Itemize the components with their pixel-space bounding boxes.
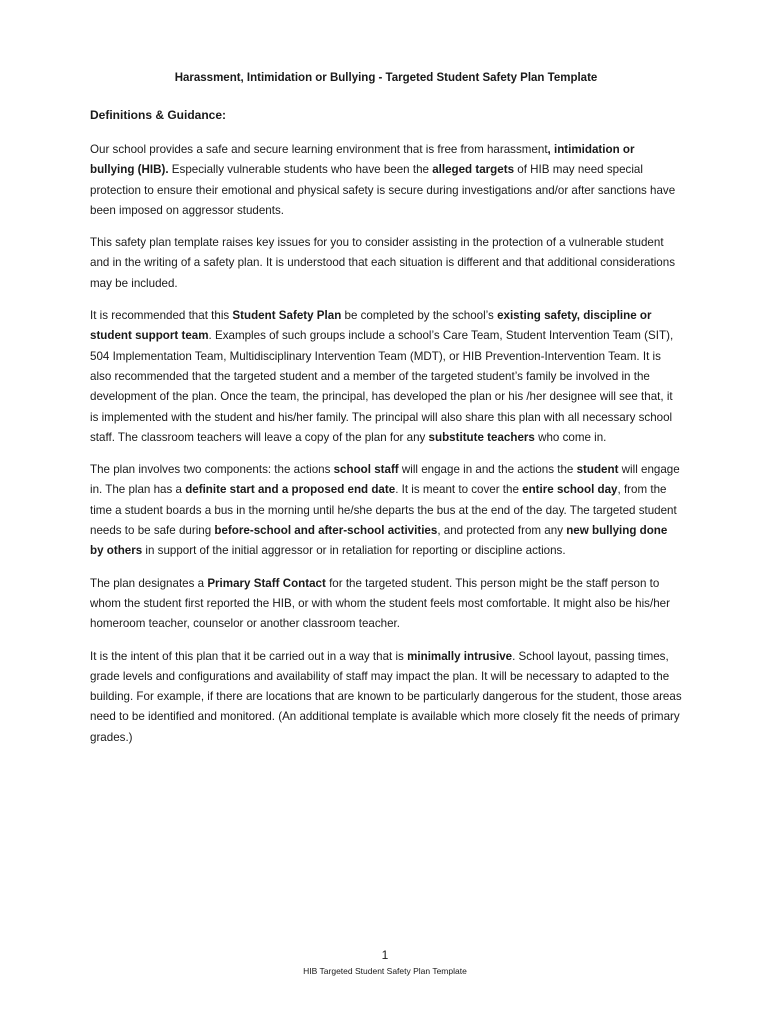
text-run: who come in. (534, 430, 607, 444)
text-run: Especially vulnerable students who have been the (168, 163, 433, 177)
text-run: of HIB may need special protection to ensure their emotional and physical safety is secure during investigations and/or after sanctions have been imposed on aggressor students. (90, 163, 676, 217)
text-run: in support of the initial aggressor or in retaliation for reporting or discipline actions. (142, 544, 566, 558)
text-run: . It is meant to cover the (395, 483, 523, 497)
bold-text: Primary Staff Contact (207, 576, 326, 590)
text-run: be completed by the school’s (341, 309, 498, 323)
bold-text: minimally intrusive (407, 649, 513, 663)
bold-text: school staff (333, 463, 399, 477)
bold-text: student (576, 463, 619, 477)
bold-text: , intimidation or bullying (HIB). (90, 143, 635, 177)
text-run: Our school provides a safe and secure learning environment that is free from harassment (90, 143, 548, 156)
text-run: The plan involves two components: the actions (90, 463, 334, 477)
text-run: . School layout, passing times, grade levels and configurations and availability of staff may impact the plan. It will be necessary to adapted to the building. For example, if there are locations that are known to be particularly dangerous for the student, those areas need to be identified and monitored. (An additional template is available which more closely fit the needs of primary grades.) (90, 649, 682, 744)
bold-text: entire school day (522, 483, 618, 497)
text-run: , and protected from any (437, 524, 567, 538)
bold-text: existing safety, discipline or student support team (90, 309, 652, 343)
document-title: Harassment, Intimidation or Bullying - Targeted Student Safety Plan Template (174, 72, 598, 84)
text-run: will engage in. The plan has a (90, 463, 680, 497)
text-run: This safety plan template raises key issues for you to consider assisting in the protection of a vulnerable student and in the writing of a safety plan. It is understood that each situation is different and that additional considerations may be included. (90, 236, 675, 290)
text-run: It is recommended that this (90, 309, 233, 323)
paragraph (90, 233, 682, 294)
text-run: will engage in and the actions the (398, 463, 577, 477)
page-number: 1 (381, 948, 389, 962)
bold-text: alleged targets (432, 163, 515, 177)
paragraph (90, 460, 682, 561)
footer-text: HIB Targeted Student Safety Plan Template (303, 966, 467, 976)
paragraph (90, 140, 682, 221)
bold-text: definite start and a proposed end date (185, 483, 396, 497)
text-run: , from the time a student boards a bus in the morning until he/she departs the bus at the end of the day. The targeted student needs to be safe during (90, 483, 677, 538)
text-run: The plan designates a (90, 576, 208, 590)
text-run: It is the intent of this plan that it be carried out in a way that is (90, 649, 408, 663)
bold-text: Student Safety Plan (232, 309, 342, 323)
paragraph (90, 574, 682, 635)
paragraph-list (90, 140, 682, 748)
bold-text: new bullying done by others (90, 524, 668, 558)
bold-text: before-school and after-school activities (214, 524, 438, 538)
bold-text: substitute teachers (428, 430, 535, 444)
paragraph (90, 306, 682, 448)
document-body (90, 70, 682, 760)
text-run: . Examples of such groups include a school’s Care Team, Student Intervention Team (SIT), 504 Implementation Team, Multidisciplinary Intervention Team (MDT), or HIB Prevention-Intervention Team. It is also recommended that the targeted student and a member of the targeted student’s family be involved in the development of the plan. Once the team, the principal, has developed the plan or his /her designee will see that, it is implemented with the student and his/her family. The principal will also share this plan with all necessary school staff. The classroom teachers will leave a copy of the plan for any (90, 329, 674, 444)
paragraph (90, 647, 682, 748)
section-heading: Definitions & Guidance: (90, 108, 227, 122)
text-run: for the targeted student. This person might be the staff person to whom the student first reported the HIB, or with whom the student feels most comfortable. It might also be his/her homeroom teacher, counselor or another classroom teacher. (90, 576, 670, 631)
